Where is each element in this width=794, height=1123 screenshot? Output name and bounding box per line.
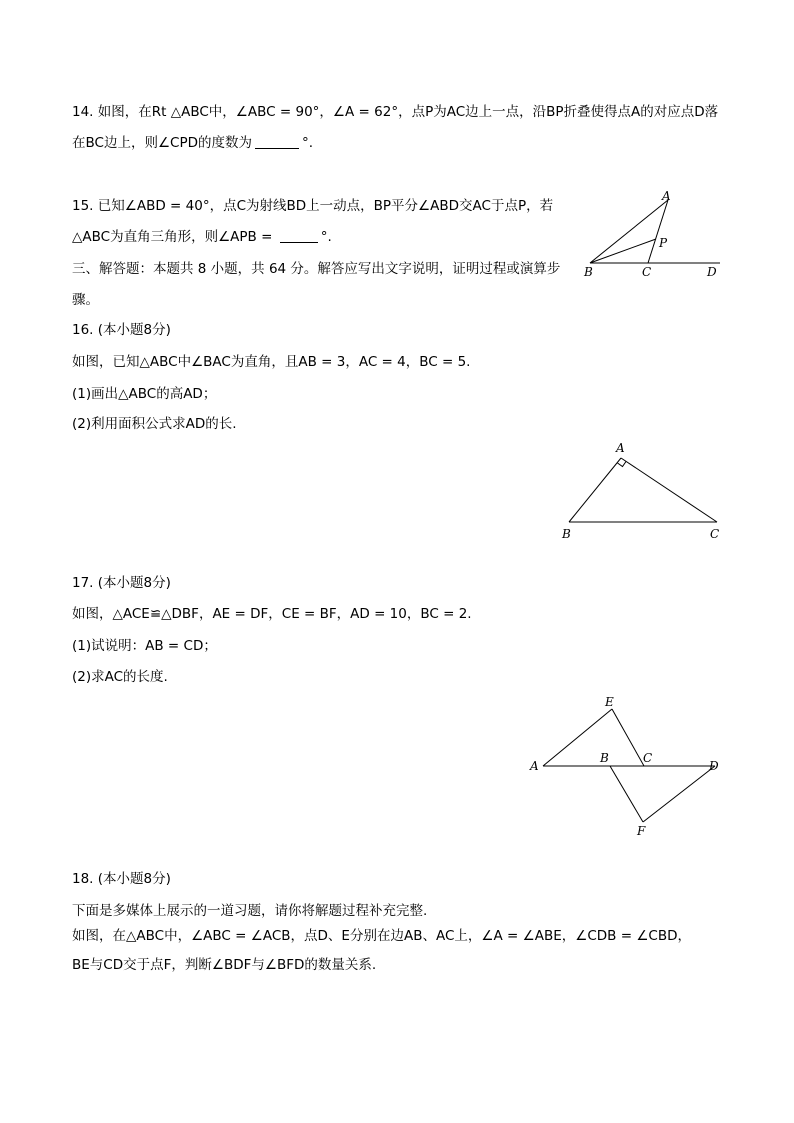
label-c: C: [710, 527, 720, 541]
label-a: A: [616, 441, 625, 455]
label-c: C: [642, 265, 652, 279]
answer-blank: [280, 228, 318, 243]
label-d: D: [709, 759, 719, 773]
side-ab: [569, 458, 621, 522]
q17-part2: (2)求AC的长度.: [72, 669, 168, 685]
q16-figure: [555, 438, 730, 543]
q15-line2-text: △ABC为直角三角形，则∠APB =: [72, 229, 277, 245]
answer-blank: [255, 134, 299, 149]
q14-line2-text: 在BC边上，则∠CPD的度数为: [72, 135, 253, 151]
section3-line2: 骤。: [72, 292, 99, 308]
q17-part1: (1)试说明：AB = CD；: [72, 638, 217, 654]
q18-intro: 下面是多媒体上展示的一道习题，请你将解题过程补充完整.: [72, 903, 428, 919]
side-ac: [621, 458, 717, 522]
q18-stem-line1: 如图，在△ABC中，∠ABC = ∠ACB，点D、E分别在边AB、AC上，∠A = ∠ABE，∠CDB = ∠CBD，: [72, 928, 692, 944]
q16-stem: 如图，已知△ABC中∠BAC为直角，且AB = 3，AC = 4，BC = 5.: [72, 354, 471, 370]
segment-ec: [612, 709, 644, 766]
section3-line1: 三、解答题：本题共 8 小题，共 64 分。解答应写出文字说明，证明过程或演算步: [72, 261, 561, 277]
q17-figure: [525, 692, 730, 840]
right-angle-mark: [618, 462, 627, 467]
q15-line1: 15. 已知∠ABD = 40°，点C为射线BD上一动点，BP平分∠ABD交AC于点P，若: [72, 198, 554, 214]
q18-title: 18. (本小题8分): [72, 871, 171, 887]
label-f: F: [637, 824, 646, 838]
label-p: P: [659, 236, 668, 250]
label-a: A: [530, 759, 539, 773]
q14-line2-end: °.: [302, 135, 314, 151]
label-b: B: [600, 751, 609, 765]
q18-stem-line2: BE与CD交于点F，判断∠BDF与∠BFD的数量关系.: [72, 957, 377, 973]
q14-line1: 14. 如图，在Rt △ABC中，∠ABC = 90°，∠A = 62°，点P为AC边上一点，沿BP折叠使得点A的对应点D落: [72, 104, 719, 120]
segment-fd: [643, 766, 715, 822]
segment-ba: [590, 200, 668, 263]
segment-ac: [648, 200, 668, 263]
label-b: B: [562, 527, 571, 541]
q16-title: 16. (本小题8分): [72, 322, 171, 338]
q16-part2: (2)利用面积公式求AD的长.: [72, 416, 237, 432]
q17-title: 17. (本小题8分): [72, 575, 171, 591]
q15-line2-end: °.: [320, 229, 332, 245]
q15-line2: [72, 227, 332, 247]
segment-bf: [610, 766, 643, 822]
q14-line2: [72, 133, 313, 153]
q16-part1: (1)画出△ABC的高AD；: [72, 386, 217, 402]
label-a: A: [662, 189, 671, 203]
q15-figure: [580, 185, 730, 280]
segment-bp: [590, 239, 656, 263]
label-b: B: [584, 265, 593, 279]
label-e: E: [605, 695, 614, 709]
label-c: C: [643, 751, 653, 765]
label-d: D: [707, 265, 717, 279]
q17-stem: 如图，△ACE≌△DBF，AE = DF，CE = BF，AD = 10，BC = 2.: [72, 606, 472, 622]
